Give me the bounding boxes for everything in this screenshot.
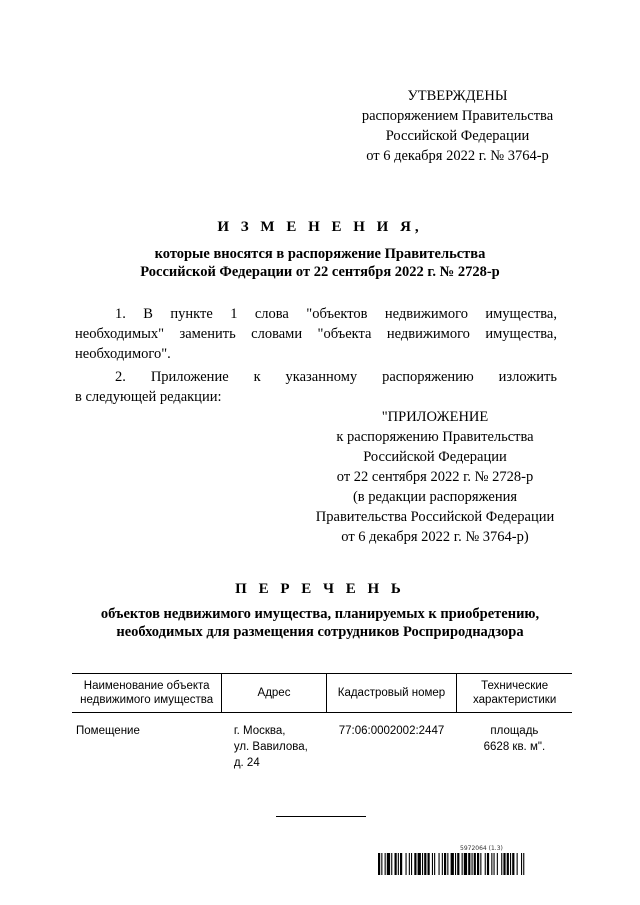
cell-cadastral: 77:06:0002002:2447 — [338, 725, 445, 737]
paragraph-2-line-2: в следующей редакции: — [75, 389, 222, 405]
paragraph-2-line-1 — [75, 367, 557, 387]
appendix-line: Российской Федерации — [363, 449, 507, 465]
paragraph-2 — [75, 367, 557, 407]
table-row — [72, 713, 572, 772]
document-code: 5972064 (1.3) — [460, 845, 503, 852]
paragraph-text: Приложение к указанному распоряжению изложить — [150, 369, 558, 385]
approval-line: УТВЕРЖДЕНЫ — [407, 88, 508, 104]
cell-address — [222, 713, 326, 772]
barcode-icon — [378, 853, 583, 875]
tech-line: площадь — [490, 725, 539, 737]
appendix-line: Правительства Российской Федерации — [315, 509, 555, 525]
appendix-line: к распоряжению Правительства — [336, 429, 534, 445]
cell-name: Помещение — [76, 725, 140, 737]
column-header-address: Адрес — [222, 674, 326, 713]
list-subtitle — [0, 605, 640, 641]
table-header-row — [72, 674, 572, 713]
paragraph-number: 2. — [115, 369, 126, 385]
changes-subtitle — [0, 245, 640, 281]
appendix-line: (в редакции распоряжения — [352, 489, 518, 505]
paragraph-1-line-2: необходимых" заменить словами "объекта недвижимого имущества, — [75, 326, 557, 342]
changes-subtitle-line: которые вносятся в распоряжение Правительства — [154, 246, 486, 262]
approval-line: от 6 декабря 2022 г. № 3764-р — [366, 148, 549, 164]
paragraph-1 — [75, 304, 557, 364]
column-header-cadastral: Кадастровый номер — [326, 674, 457, 713]
address-line: ул. Вавилова, — [233, 741, 308, 753]
paragraph-number: 1. — [115, 306, 126, 322]
address-line: г. Москва, — [233, 725, 286, 737]
appendix-line: от 6 декабря 2022 г. № 3764-р) — [341, 529, 529, 545]
changes-subtitle-line: Российской Федерации от 22 сентября 2022 г. № 2728-р — [140, 264, 500, 280]
paragraph-1-line-3: необходимого". — [75, 346, 171, 362]
property-table — [72, 673, 572, 771]
list-title: П Е Р Е Ч Е Н Ь — [235, 581, 405, 597]
list-subtitle-line: объектов недвижимого имущества, планируемых к приобретению, — [100, 606, 540, 622]
address-line: д. 24 — [233, 757, 260, 769]
cell-tech — [457, 713, 572, 772]
paragraph-1-line-1 — [75, 304, 557, 324]
column-header-name: Наименование объекта недвижимого имущества — [72, 674, 222, 713]
paragraph-text: В пункте 1 слова "объектов недвижимого имущества, — [143, 306, 557, 322]
appendix-block — [300, 407, 570, 547]
appendix-line: "ПРИЛОЖЕНИЕ — [381, 409, 489, 425]
tech-line: 6628 кв. м". — [483, 741, 546, 753]
appendix-line: от 22 сентября 2022 г. № 2728-р — [336, 469, 534, 485]
changes-title: И З М Е Н Е Н И Я, — [217, 219, 423, 235]
approval-line: Российской Федерации — [385, 128, 530, 144]
footer-separator — [276, 816, 366, 817]
approval-block — [330, 86, 585, 166]
list-subtitle-line: необходимых для размещения сотрудников Росприроднадзора — [116, 624, 524, 640]
approval-line: распоряжением Правительства — [361, 108, 554, 124]
column-header-tech: Технические характеристики — [457, 674, 572, 713]
